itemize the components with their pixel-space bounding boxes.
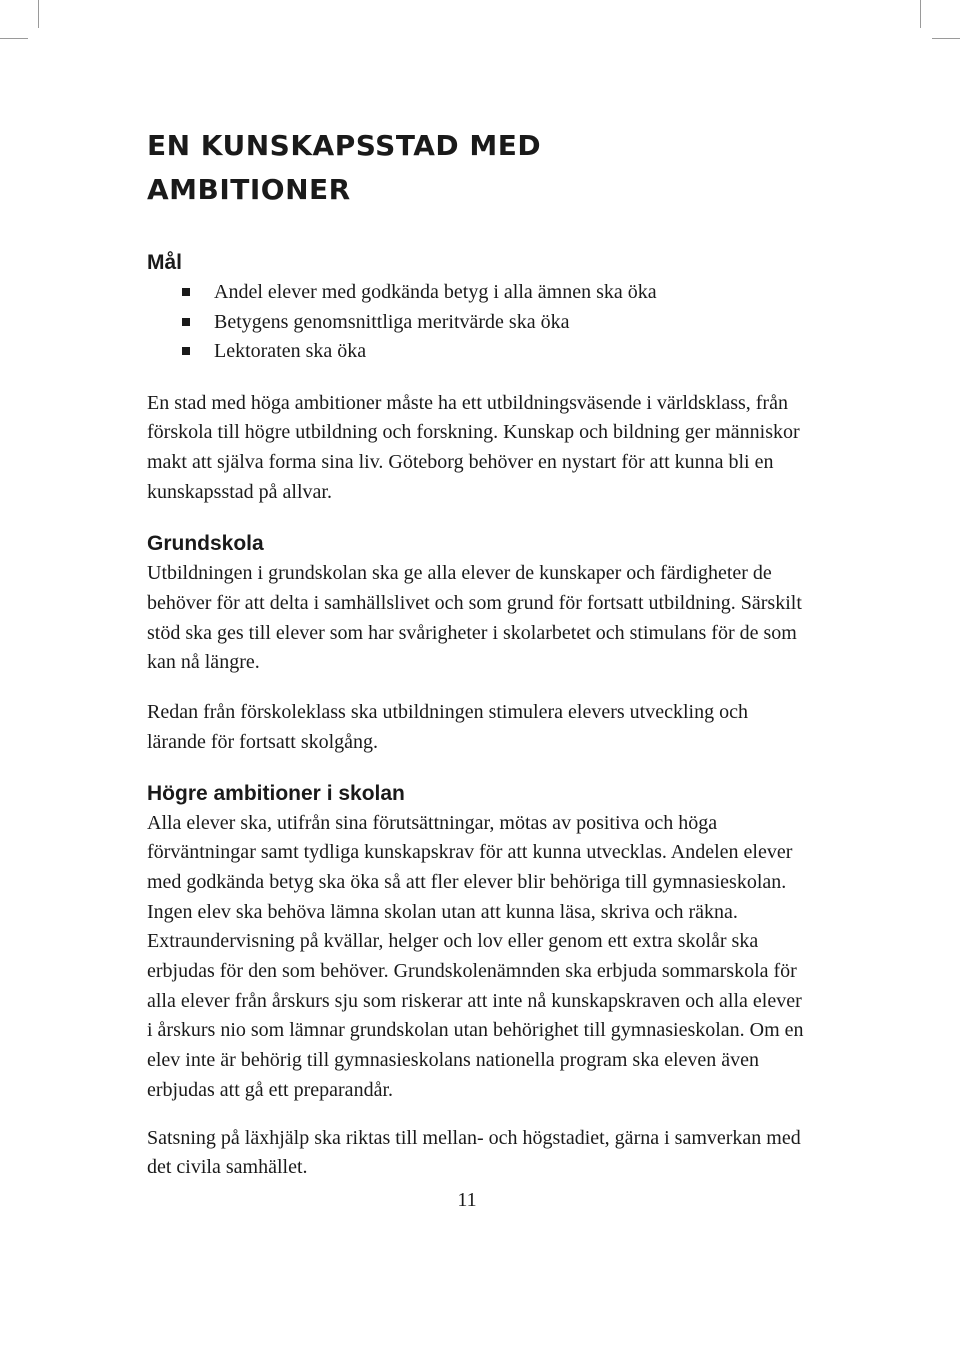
page-title <box>147 124 807 212</box>
page-title-line-2: AMBITIONER <box>147 173 351 206</box>
crop-mark-top-left-horizontal <box>0 38 28 39</box>
document-page <box>147 124 807 1183</box>
square-bullet-icon <box>182 288 190 296</box>
ambitions-paragraph-1: Alla elever ska, utifrån sina förutsättningar, mötas av positiva och höga förväntningar samt tydliga kunskapskrav för att kunna utvecklas. Andelen elever med godkända betyg ska öka så att fler elever blir behöriga till gymnasieskolan. Ingen elev ska behöva lämna skolan utan att kunna läsa, skriva och räkna. Extraundervisning på kvällar, helger och lov eller genom ett extra skolår ska erbjudas för den som behöver. Grundskolenämnden ska erbjuda sommarskola för alla elever från årskurs sju som riskerar att inte nå kunskapskraven och alla elever i årskurs nio som lämnar grundskolan utan behörighet till gymnasieskolan. Om en elev inte är behörig till gymnasieskolans nationella program ska eleven även erbjudas att gå ett preparandår. <box>147 811 804 1101</box>
list-item <box>147 278 807 308</box>
goal-item-text: Lektoraten ska öka <box>214 340 367 362</box>
crop-mark-top-left-vertical <box>38 0 39 28</box>
goal-item-text: Andel elever med godkända betyg i alla ämnen ska öka <box>214 281 657 303</box>
square-bullet-icon <box>182 347 190 355</box>
goal-item-text: Betygens genomsnittliga meritvärde ska öka <box>214 310 570 333</box>
page-title-line-1: EN KUNSKAPSSTAD MED <box>147 129 542 162</box>
goals-list <box>147 278 807 367</box>
ambitions-paragraph-2: Satsning på läxhjälp ska riktas till mellan- och högstadiet, gärna i samverkan med det civila samhället. <box>147 1126 801 1179</box>
ambitions-heading: Högre ambitioner i skolan <box>147 781 405 805</box>
grundskola-paragraph-1: Utbildningen i grundskolan ska ge alla elever de kunskaper och färdigheter de behöver för att delta i samhällslivet och som grund för fortsatt utbildning. Särskilt stöd ska ges till elever som har svårigheter i skolarbetet och stimulans för de som kan nå längre. <box>147 562 802 674</box>
grundskola-paragraph-2: Redan från förskoleklass ska utbildningen stimulera elevers utveckling och lärande för fortsatt skolgång. <box>147 701 748 753</box>
crop-mark-top-right-vertical <box>920 0 921 28</box>
square-bullet-icon <box>182 318 190 326</box>
crop-mark-top-right-horizontal <box>932 38 960 39</box>
goals-heading: Mål <box>147 251 183 274</box>
page-number: 11 <box>457 1189 477 1211</box>
list-item <box>147 308 807 338</box>
list-item <box>147 337 807 367</box>
intro-paragraph: En stad med höga ambitioner måste ha ett utbildningsväsende i världsklass, från förskola till högre utbildning och forskning. Kunskap och bildning ger människor makt att själva forma sina liv. Göteborg behöver en nystart för att kunna bli en kunskapsstad på allvar. <box>147 391 800 503</box>
grundskola-heading: Grundskola <box>147 532 264 556</box>
